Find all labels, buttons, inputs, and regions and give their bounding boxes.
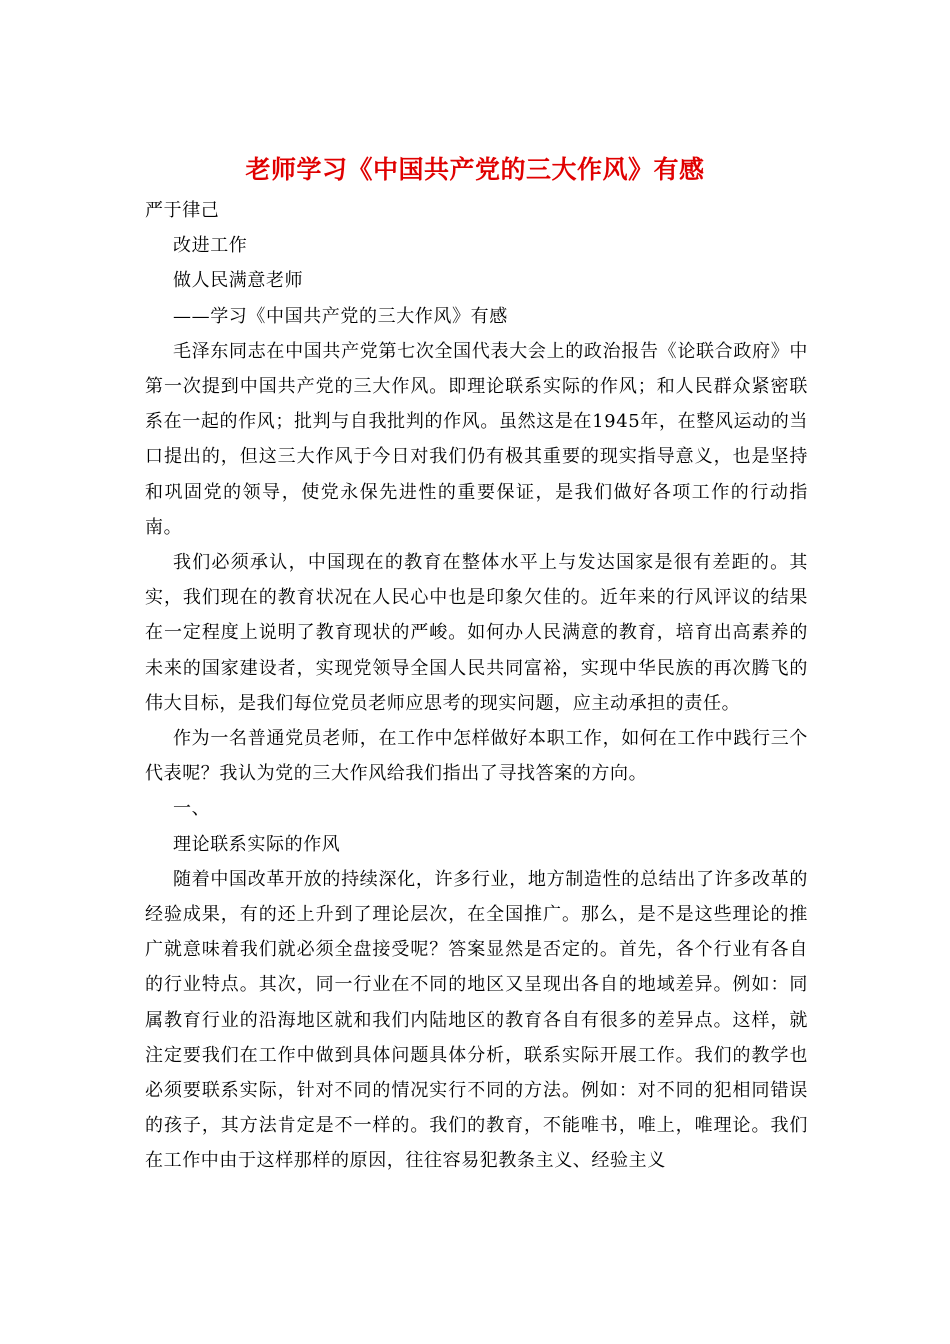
document-body xyxy=(145,193,808,1179)
motto-line-2: 改进工作 xyxy=(173,235,248,257)
section-heading: 理论联系实际的作风 xyxy=(173,833,341,855)
motto-line-3: 做人民满意老师 xyxy=(173,270,304,292)
motto-line-1: 严于律己 xyxy=(145,200,220,221)
paragraph-4: 随着中国改革开放的持续深化，许多行业，地方制造性的总结出了许多改革的经验成果，有的还上升到了理论层次，在全国推广。那么，是不是这些理论的推广就意味着我们就必须全盘接受呢？答案显然是否定的。首先，各个行业有各自的行业特点。其次，同一行业在不同的地区又呈现出各自的地域差异。例如：同属教育行业的沿海地区就和我们内陆地区的教育各自有很多的差异点。这样，就注定要我们在工作中做到具体问题具体分析，联系实际开展工作。我们的教学也必须要联系实际，针对不同的情况实行不同的方法。例如：对不同的犯相同错误的孩子，其方法肯定是不一样的。我们的教育，不能唯书，唯上，唯理论。我们在工作中由于这样那样的原因，往往容易犯教条主义、经验主义 xyxy=(145,868,808,1172)
paragraph-2: 我们必须承认，中国现在的教育在整体水平上与发达国家是很有差距的。其实，我们现在的教育状况在人民心中也是印象欠佳的。近年来的行风评议的结果在一定程度上说明了教育现状的严峻。如何办人民满意的教育，培育出高素养的未来的国家建设者，实现党领导全国人民共同富裕，实现中华民族的再次腾飞的伟大目标，是我们每位党员老师应思考的现实问题，应主动承担的责任。 xyxy=(145,552,808,714)
document-title: 老师学习《中国共产党的三大作风》有感 xyxy=(245,155,705,184)
section-number: 一、 xyxy=(173,798,211,820)
paragraph-3: 作为一名普通党员老师，在工作中怎样做好本职工作，如何在工作中践行三个代表呢？我认为党的三大作风给我们指出了寻找答案的方向。 xyxy=(145,728,808,785)
subtitle-line: ——学习《中国共产党的三大作风》有感 xyxy=(173,305,508,327)
paragraph-1: 毛泽东同志在中国共产党第七次全国代表大会上的政治报告《论联合政府》中第一次提到中国共产党的三大作风。即理论联系实际的作风；和人民群众紧密联系在一起的作风；批判与自我批判的作风。虽然这是在1945年，在整风运动的当口提出的，但这三大作风于今日对我们仍有极其重要的现实指导意义，也是坚持和巩固党的领导，使党永保先进性的重要保证，是我们做好各项工作的行动指南。 xyxy=(145,340,808,538)
